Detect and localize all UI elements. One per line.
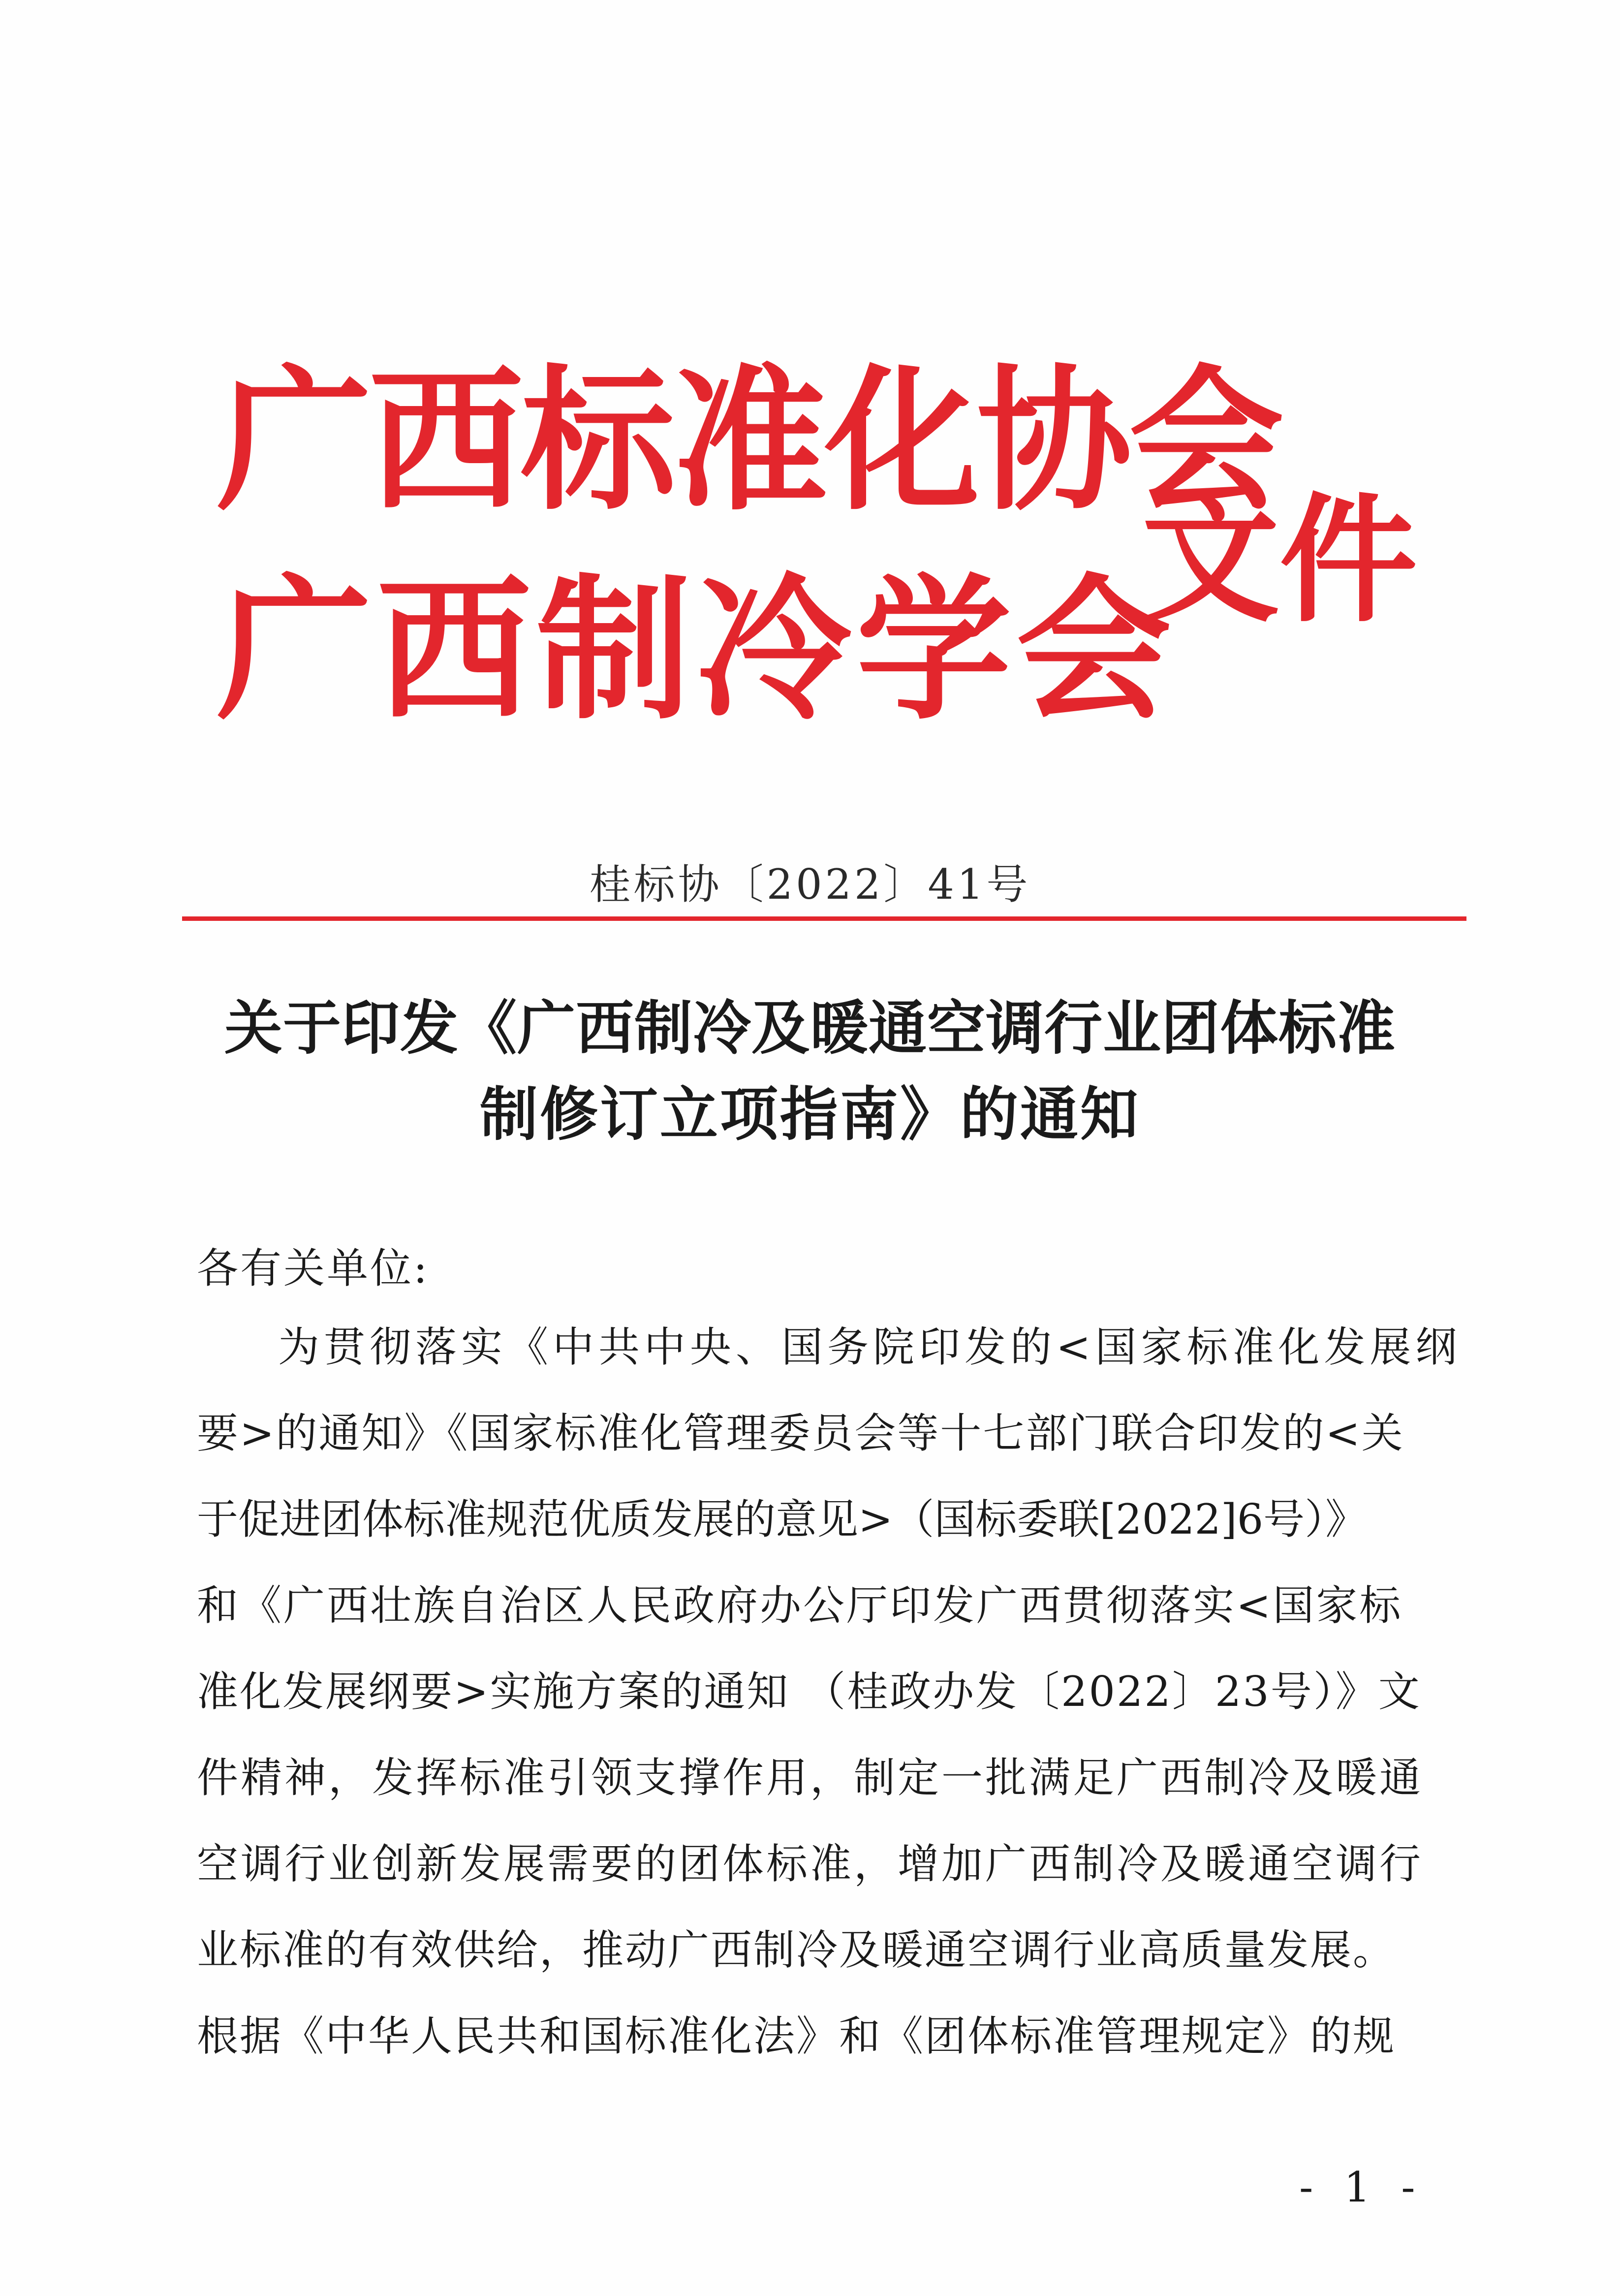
body-line-2: 要>的通知》《国家标准化管理委员会等十七部门联合印发的<关 [197, 1409, 1404, 1457]
body-line-4: 和《广西壮族自治区人民政府办公厅印发广西贯彻落实<国家标 [197, 1581, 1403, 1630]
document-title-line-1: 关于印发《广西制冷及暖通空调行业团体标准 [224, 994, 1396, 1062]
issuer-name-2: 广西制冷学会 [217, 561, 1176, 741]
body-line-5: 准化发展纲要>实施方案的通知 （桂政办发〔2022〕23号）》文 [197, 1667, 1421, 1716]
salutation: 各有关单位: [197, 1244, 430, 1292]
body-line-9: 根据《中华人民共和国标准化法》和《团体标准管理规定》的规 [197, 2012, 1396, 2060]
body-line-3: 于促进团体标准规范优质发展的意见>（国标委联[2022]6号）》 [197, 1495, 1367, 1543]
document-type-label: 文件 [1142, 481, 1417, 641]
document-number: 桂标协〔2022〕41号 [589, 860, 1031, 909]
red-divider [182, 916, 1466, 921]
body-line-8: 业标准的有效供给，推动广西制冷及暖通空调行业高质量发展。 [197, 1926, 1396, 1974]
issuer-name-1: 广西标准化协会 [217, 351, 1281, 532]
body-line-1: 为贯彻落实《中共中央、国务院印发的<国家标准化发展纲 [278, 1323, 1462, 1371]
body-line-7: 空调行业创新发展需要的团体标准，增加广西制冷及暖通空调行 [197, 1840, 1424, 1888]
body-line-6: 件精神，发挥标准引领支撑作用，制定一批满足广西制冷及暖通 [197, 1754, 1424, 1802]
document-title-line-2: 制修订立项指南》的通知 [479, 1080, 1140, 1148]
page-number: - 1 - [1299, 2163, 1424, 2211]
